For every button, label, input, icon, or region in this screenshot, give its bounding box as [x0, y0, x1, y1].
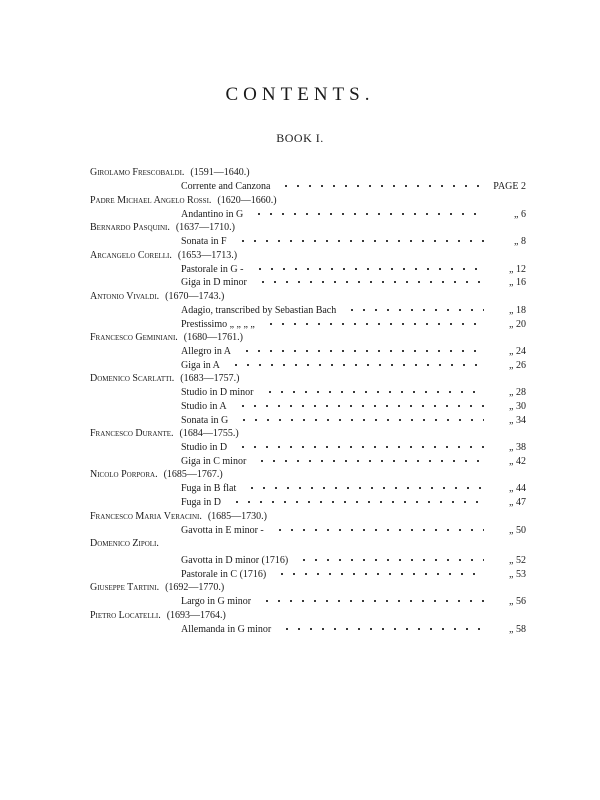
work-title: Adagio, transcribed by Sebastian Bach: [181, 304, 337, 316]
page-number: „ 8: [514, 236, 526, 248]
page-number: „ 56: [509, 596, 526, 608]
page-number: „ 20: [509, 318, 526, 330]
work-title: Allemanda in G minor: [181, 623, 272, 635]
composer-dates: (1620—1660.): [217, 194, 277, 206]
dot-leader: [274, 527, 484, 533]
work-title: Gavotta in E minor -: [181, 524, 264, 536]
composer-line: [90, 249, 526, 263]
dot-leader: [276, 571, 484, 577]
work-line: [90, 400, 526, 414]
composer-line: [90, 537, 526, 551]
work-line: [90, 180, 526, 194]
dot-leader: [265, 321, 484, 327]
work-line: [90, 263, 526, 277]
work-line: [90, 386, 526, 400]
work-title: Giga in C minor: [181, 455, 247, 467]
work-title: Fuga in D: [181, 496, 221, 508]
contents-entry: [90, 372, 526, 427]
contents-entry: [90, 510, 526, 538]
work-line: [90, 482, 526, 496]
dot-leader: [246, 485, 484, 491]
page-number: „ 52: [509, 555, 526, 567]
contents-entry: [90, 537, 526, 581]
composer-name: Antonio Vivaldi.: [90, 290, 160, 302]
composer-line: [90, 166, 526, 180]
work-title: Sonata in G: [181, 414, 229, 426]
work-title: Giga in D minor: [181, 277, 247, 289]
work-title: Prestissimo „ „ „ „: [181, 318, 255, 330]
dot-leader: [257, 279, 484, 285]
composer-line: [90, 290, 526, 304]
composer-name: Domenico Scarlatti.: [90, 373, 175, 385]
dot-leader: [256, 458, 484, 464]
work-title: Largo in G minor: [181, 596, 252, 608]
work-line: [90, 455, 526, 469]
dot-leader: [346, 307, 484, 313]
work-line: [90, 554, 526, 568]
composer-name: Girolamo Frescobaldi.: [90, 167, 185, 178]
composer-name: Francesco Durante.: [90, 428, 174, 440]
book-heading: BOOK I.: [276, 131, 324, 145]
contents-entry: [90, 609, 526, 637]
composer-dates: (1680—1761.): [183, 332, 243, 344]
composer-line: [90, 510, 526, 524]
page-number: „ 47: [509, 496, 526, 508]
composer-line: [90, 221, 526, 235]
page-number: „ 16: [509, 277, 526, 289]
composer-name: Giuseppe Tartini.: [90, 582, 160, 594]
dot-leader: [298, 557, 484, 563]
page-number: „ 18: [509, 304, 526, 316]
page-number: „ 53: [509, 568, 526, 580]
composer-name: Pietro Locatelli.: [90, 609, 161, 621]
work-line: [90, 345, 526, 359]
contents-entry: [90, 427, 526, 468]
dot-leader: [254, 266, 485, 272]
page-number: „ 12: [509, 263, 526, 275]
composer-line: [90, 468, 526, 482]
composer-dates: (1670—1743.): [165, 290, 225, 302]
work-title: Giga in A: [181, 359, 220, 371]
work-title: Corrente and Canzona: [181, 181, 271, 192]
work-title: Studio in D minor: [181, 387, 254, 399]
composer-dates: (1692—1770.): [165, 582, 225, 594]
dot-leader: [264, 389, 484, 395]
dot-leader: [237, 403, 484, 409]
page-title: CONTENTS.: [225, 84, 375, 105]
page-number: „ 42: [509, 455, 526, 467]
work-line: [90, 414, 526, 428]
composer-dates: (1685—1767.): [163, 469, 223, 481]
work-title: Allegro in A: [181, 346, 231, 358]
page-number: „ 28: [509, 387, 526, 399]
work-title: Studio in A: [181, 400, 227, 412]
composer-line: [90, 372, 526, 386]
composer-dates: (1591—1640.): [190, 167, 250, 178]
contents-list: [90, 166, 526, 636]
work-line: [90, 208, 526, 222]
work-title: Studio in D: [181, 442, 228, 454]
contents-entry: [90, 290, 526, 331]
contents-entry: [90, 194, 526, 222]
page-number: PAGE 2: [493, 181, 526, 192]
page-number: „ 30: [509, 400, 526, 412]
composer-name: Francesco Maria Veracini.: [90, 510, 202, 522]
contents-entry: [90, 468, 526, 509]
composer-line: [90, 581, 526, 595]
dot-leader: [281, 626, 484, 632]
page-number: „ 44: [509, 483, 526, 495]
dot-leader: [238, 417, 484, 423]
contents-entry: [90, 331, 526, 372]
page-number: „ 58: [509, 623, 526, 635]
dot-leader: [237, 238, 484, 244]
work-title: Gavotta in D minor (1716): [181, 555, 289, 567]
work-line: [90, 276, 526, 290]
page-number: „ 26: [509, 359, 526, 371]
dot-leader: [231, 499, 484, 505]
page-number: „ 6: [514, 208, 526, 220]
dot-leader: [230, 362, 484, 368]
work-title: Sonata in F: [181, 236, 227, 248]
work-title: Pastorale in G -: [181, 263, 244, 275]
dot-leader: [253, 211, 484, 217]
contents-entry: [90, 581, 526, 609]
work-title: Andantino in G: [181, 208, 244, 220]
contents-entry: [90, 221, 526, 249]
contents-entry: [90, 166, 526, 194]
work-line: [90, 623, 526, 637]
work-line: [90, 359, 526, 373]
composer-line: [90, 609, 526, 623]
composer-dates: (1683—1757.): [180, 373, 240, 385]
composer-dates: (1693—1764.): [166, 609, 226, 621]
page-number: „ 34: [509, 414, 526, 426]
work-line: [90, 595, 526, 609]
composer-name: Domenico Zipoli.: [90, 538, 159, 550]
work-line: [90, 235, 526, 249]
composer-line: [90, 427, 526, 441]
page-number: „ 24: [509, 346, 526, 358]
work-line: [90, 524, 526, 538]
composer-line: [90, 194, 526, 208]
work-title: Pastorale in C (1716): [181, 568, 267, 580]
dot-leader: [237, 444, 484, 450]
work-line: [90, 496, 526, 510]
work-line: [90, 568, 526, 582]
dot-leader: [280, 183, 484, 189]
composer-name: Nicolo Porpora.: [90, 469, 158, 481]
composer-dates: (1684—1755.): [179, 428, 239, 440]
work-line: [90, 318, 526, 332]
dot-leader: [241, 348, 484, 354]
contents-entry: [90, 249, 526, 290]
composer-dates: (1685—1730.): [207, 510, 268, 522]
work-line: [90, 304, 526, 318]
composer-dates: (1637—1710.): [175, 222, 236, 234]
page-number: „ 50: [509, 524, 526, 536]
work-line: [90, 441, 526, 455]
composer-name: Padre Michael Angelo Rossi.: [90, 194, 212, 206]
composer-name: Bernardo Pasquini.: [90, 222, 170, 234]
dot-leader: [261, 598, 484, 604]
page-number: „ 38: [509, 442, 526, 454]
composer-dates: (1653—1713.): [177, 249, 238, 261]
work-title: Fuga in B flat: [181, 483, 237, 495]
composer-name: Arcangelo Corelli.: [90, 249, 172, 261]
composer-name: Francesco Geminiani.: [90, 332, 178, 344]
composer-line: [90, 331, 526, 345]
